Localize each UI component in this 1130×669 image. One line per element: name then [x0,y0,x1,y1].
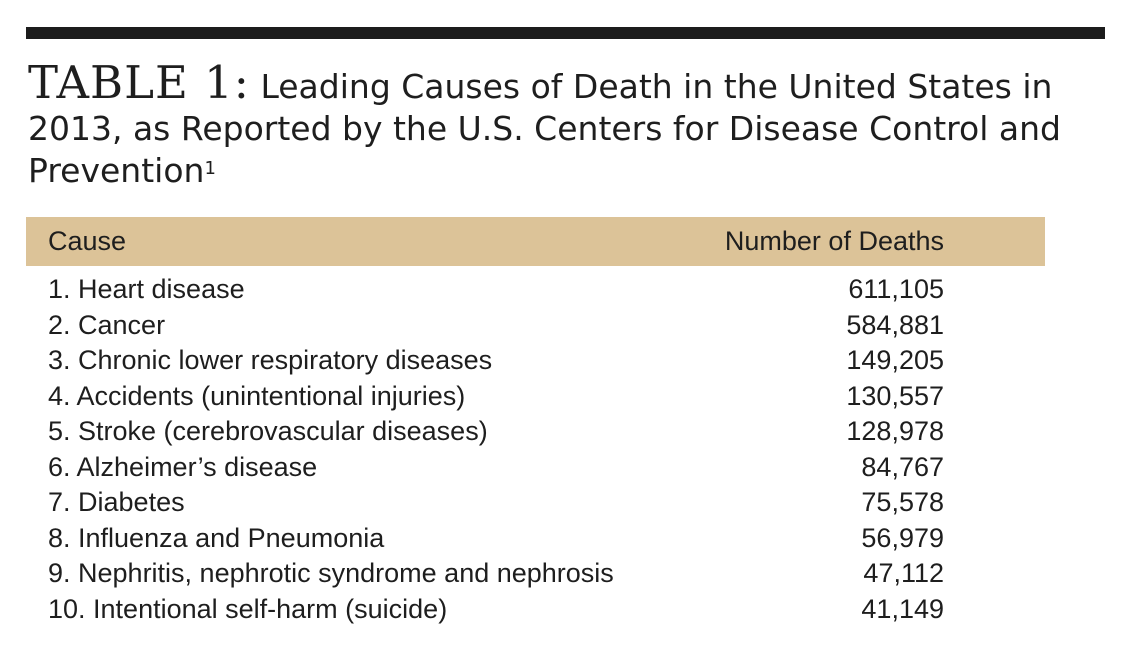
deaths-cell: 149,205 [846,345,944,375]
top-rule [26,27,1105,39]
table-row [26,556,1045,592]
cause-cell: 6. Alzheimer’s disease [48,451,318,482]
table-row [26,343,1045,379]
table-row [26,521,1045,557]
table-row [26,592,1045,628]
deaths-cell: 41,149 [861,593,944,624]
cause-cell: 7. Diabetes [48,487,185,517]
table-row [26,485,1045,521]
deaths-cell: 611,105 [848,274,944,304]
deaths-cell: 56,979 [861,522,944,553]
table-row [26,379,1045,415]
cause-cell: 8. Influenza and Pneumonia [48,522,385,553]
cause-cell: 9. Nephritis, nephrotic syndrome and nephrosis [48,558,614,588]
table-row [26,414,1045,450]
table-body [26,272,1045,627]
table-title: Leading Causes of Death in the United States in 2013, as Reported by the U.S. Centers for Disease Control and Prevention [28,67,1061,190]
table-caption [28,56,1108,192]
column-header-cause: Cause [48,226,127,256]
cause-cell: 3. Chronic lower respiratory diseases [48,345,493,375]
cause-cell: 10. Intentional self-harm (suicide) [48,593,448,624]
column-header-deaths: Number of Deaths [724,226,944,256]
footnote-marker: 1 [204,158,216,179]
deaths-cell: 75,578 [861,487,944,517]
table-label: TABLE 1: [28,56,250,109]
table-row [26,308,1045,344]
cause-cell: 2. Cancer [48,309,166,340]
cause-cell: 4. Accidents (unintentional injuries) [48,380,466,411]
cause-cell: 5. Stroke (cerebrovascular diseases) [48,416,488,446]
table-row [26,450,1045,486]
deaths-cell: 130,557 [846,380,944,411]
deaths-cell: 128,978 [846,416,944,446]
deaths-cell: 584,881 [846,309,944,340]
deaths-cell: 84,767 [861,451,944,482]
cause-cell: 1. Heart disease [48,274,245,304]
deaths-cell: 47,112 [863,558,944,588]
table-row [26,272,1045,308]
